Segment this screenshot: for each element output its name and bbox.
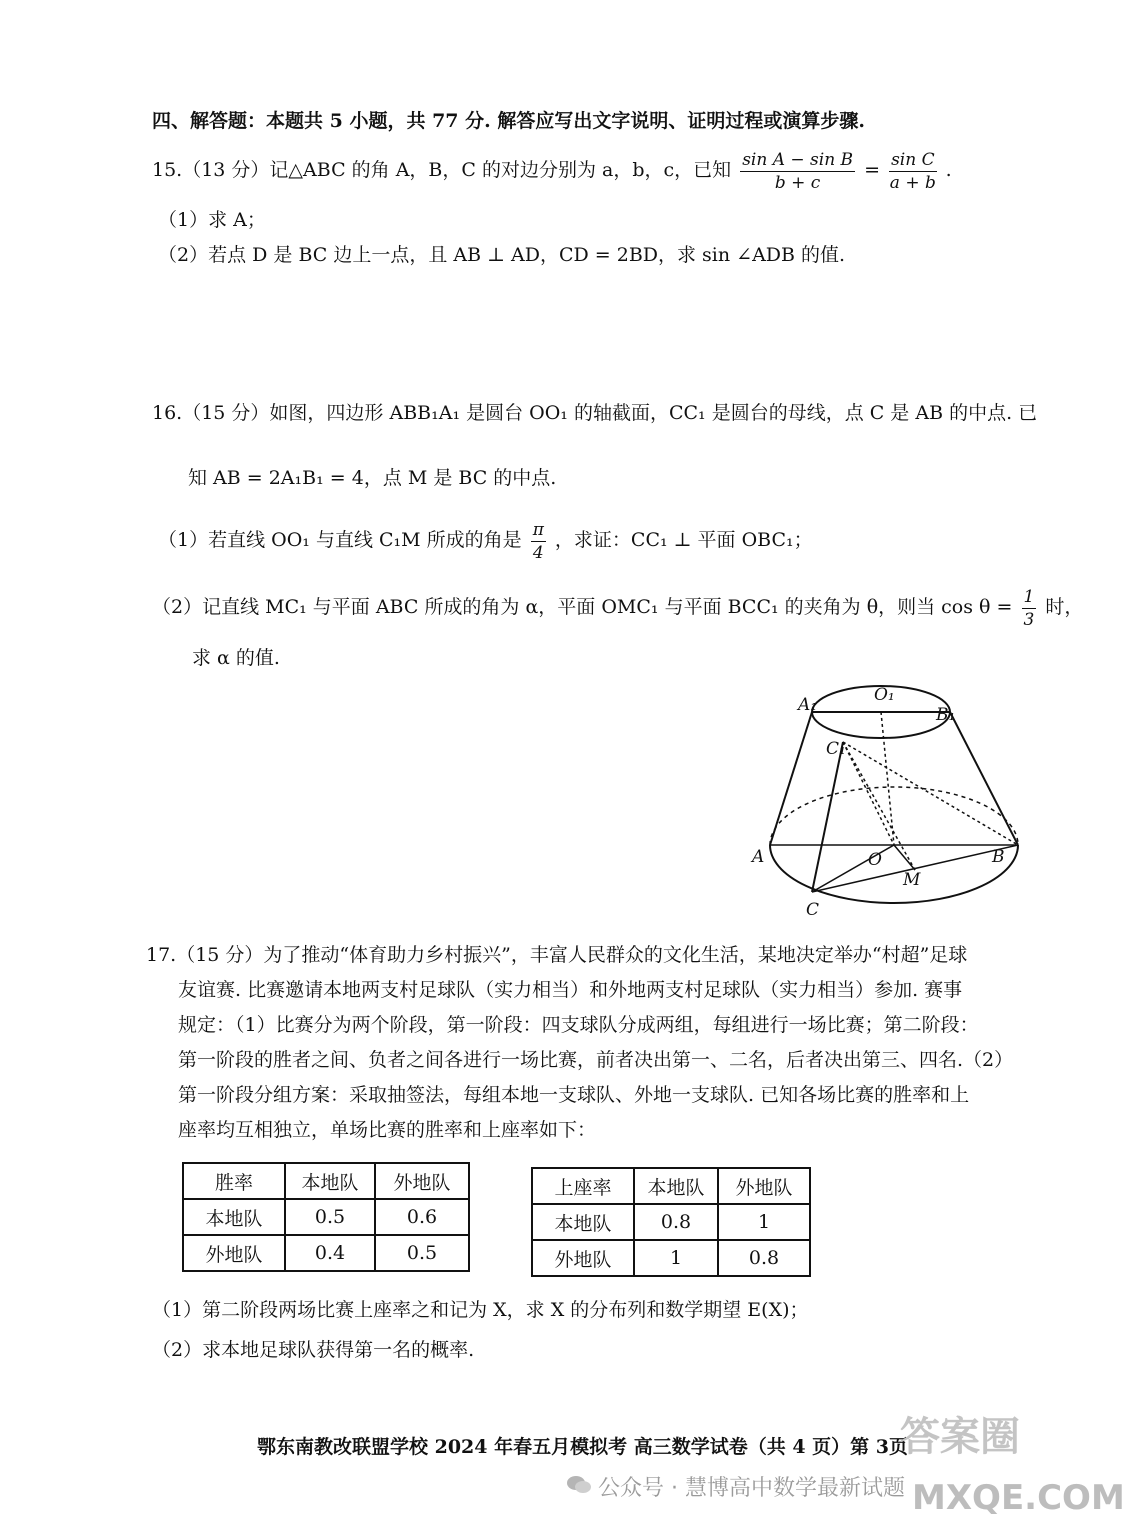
label-c1: C₁ — [826, 739, 846, 759]
q16-part2-frac-numerator: 1 — [1023, 586, 1035, 607]
attend-header-cell: 上座率 — [532, 1168, 634, 1204]
attend-row-label: 外地队 — [532, 1240, 634, 1276]
q15-equals: = — [864, 159, 881, 181]
axis-oo1 — [881, 712, 894, 845]
q16-part2-text-b: 时， — [1045, 596, 1084, 618]
win-row-label: 本地队 — [183, 1199, 285, 1235]
watermark-logo-bottom: MXQE.COM — [912, 1478, 1125, 1518]
q15-frac1-numerator: sin A − sin B — [742, 149, 854, 170]
q15-period: . — [945, 159, 952, 181]
q15-fraction-1 — [740, 149, 855, 194]
attend-table-header — [532, 1168, 810, 1204]
label-m: M — [903, 870, 921, 890]
wechat-icon — [566, 1474, 592, 1496]
attend-cell: 1 — [718, 1204, 810, 1240]
q17-line-5: 第一阶段分组方案：采取抽签法，每组本地一支球队、外地一支球队. 已知各场比赛的胜率和上 — [178, 1084, 970, 1106]
segment-om — [894, 845, 915, 870]
segment-c1o — [843, 742, 894, 845]
q17-part1: （1）第二阶段两场比赛上座率之和记为 X，求 X 的分布列和数学期望 E(X)； — [152, 1299, 809, 1321]
attend-row-label: 本地队 — [532, 1204, 634, 1240]
q16-part1-fraction — [531, 519, 546, 564]
win-cell: 0.4 — [285, 1235, 375, 1271]
label-a1: A₁ — [798, 695, 818, 715]
q16-part1-frac-denominator: 4 — [532, 542, 544, 563]
win-table-row — [183, 1235, 469, 1271]
attend-table-row — [532, 1240, 810, 1276]
q16-part1-text-a: （1）若直线 OO₁ 与直线 C₁M 所成的角是 — [158, 529, 522, 551]
attend-header-cell: 外地队 — [718, 1168, 810, 1204]
win-header-cell: 本地队 — [285, 1163, 375, 1199]
q17-line-2: 友谊赛. 比赛邀请本地两支村足球队（实力相当）和外地两支村足球队（实力相当）参加. 赛事 — [178, 979, 963, 1001]
label-c: C — [806, 900, 820, 920]
q15-fraction-2 — [889, 149, 937, 194]
bottom-base-back — [770, 787, 1018, 845]
q15-frac2-denominator: a + b — [889, 172, 936, 193]
attendance-rate-table — [531, 1167, 811, 1277]
q16-part1 — [158, 515, 813, 565]
generatrix-left — [770, 712, 812, 845]
page-footer: 鄂东南教改联盟学校 2024 年春五月模拟考 高三数学试卷（共 4 页）第 3页 — [257, 1436, 909, 1458]
attend-header-cell: 本地队 — [634, 1168, 718, 1204]
q15-part2: （2）若点 D 是 BC 边上一点，且 AB ⊥ AD，CD = 2BD，求 sin ∠ADB 的值. — [158, 244, 846, 266]
attend-cell: 0.8 — [634, 1204, 718, 1240]
watermark-logo-top: 答案圈 — [900, 1414, 1020, 1460]
q17-line-1: 17.（15 分）为了推动“体育助力乡村振兴”，丰富人民群众的文化生活，某地决定举办“村超”足球 — [146, 944, 968, 966]
q16-part2-fraction — [1022, 586, 1037, 631]
label-b1: B₁ — [936, 705, 956, 725]
q17-line-4: 第一阶段的胜者之间、负者之间各进行一场比赛，前者决出第一、二名，后者决出第三、四名.（2） — [178, 1049, 1014, 1071]
q15-frac2-numerator: sin C — [891, 149, 935, 170]
attend-cell: 1 — [634, 1240, 718, 1276]
frustum-figure — [740, 680, 1030, 925]
q16-line1: 16.（15 分）如图，四边形 ABB₁A₁ 是圆台 OO₁ 的轴截面，CC₁ 是圆台的母线，点 C 是 AB 的中点. 已 — [152, 402, 1038, 424]
q16-part2-text-a: （2）记直线 MC₁ 与平面 ABC 所成的角为 α，平面 OMC₁ 与平面 BCC₁ 的夹角为 θ，则当 cos θ = — [152, 596, 1013, 618]
q17-line-6: 座率均互相独立，单场比赛的胜率和上座率如下： — [178, 1119, 597, 1141]
q15-stem — [152, 142, 952, 198]
section-heading: 四、解答题：本题共 5 小题，共 77 分. 解答应写出文字说明、证明过程或演算步骤. — [152, 110, 865, 132]
q16-part2-tail: 求 α 的值. — [192, 647, 280, 669]
win-header-cell: 外地队 — [375, 1163, 469, 1199]
q17-line-3: 规定：（1）比赛分为两个阶段，第一阶段：四支球队分成两组，每组进行一场比赛；第二阶段： — [178, 1014, 979, 1036]
label-a: A — [752, 847, 765, 867]
q16-part2-frac-denominator: 3 — [1023, 609, 1035, 630]
win-cell: 0.5 — [285, 1199, 375, 1235]
q16-part2 — [152, 582, 1083, 632]
q15-frac1-denominator: b + c — [774, 172, 821, 193]
win-cell: 0.6 — [375, 1199, 469, 1235]
q17-part2: （2）求本地足球队获得第一名的概率. — [152, 1339, 475, 1361]
win-row-label: 外地队 — [183, 1235, 285, 1271]
win-table-header — [183, 1163, 469, 1199]
label-b: B — [992, 847, 1005, 867]
label-o1: O₁ — [874, 685, 895, 705]
win-table-row — [183, 1199, 469, 1235]
q16-line2: 知 AB = 2A₁B₁ = 4，点 M 是 BC 的中点. — [188, 467, 557, 489]
win-header-cell: 胜率 — [183, 1163, 285, 1199]
q15-part1: （1）求 A； — [158, 209, 266, 231]
attend-table-row — [532, 1204, 810, 1240]
q16-part1-frac-numerator: π — [532, 519, 544, 540]
win-cell: 0.5 — [375, 1235, 469, 1271]
q15-intro: 15.（13 分）记△ABC 的角 A，B，C 的对边分别为 a，b，c，已知 — [152, 159, 732, 181]
win-rate-table — [182, 1162, 470, 1272]
generatrix-cc1 — [812, 742, 843, 892]
watermark-text: 公众号 · 慧博高中数学最新试题 — [598, 1476, 905, 1501]
q16-part1-text-b: ，求证：CC₁ ⊥ 平面 OBC₁； — [554, 529, 813, 551]
attend-cell: 0.8 — [718, 1240, 810, 1276]
label-o: O — [868, 850, 882, 870]
